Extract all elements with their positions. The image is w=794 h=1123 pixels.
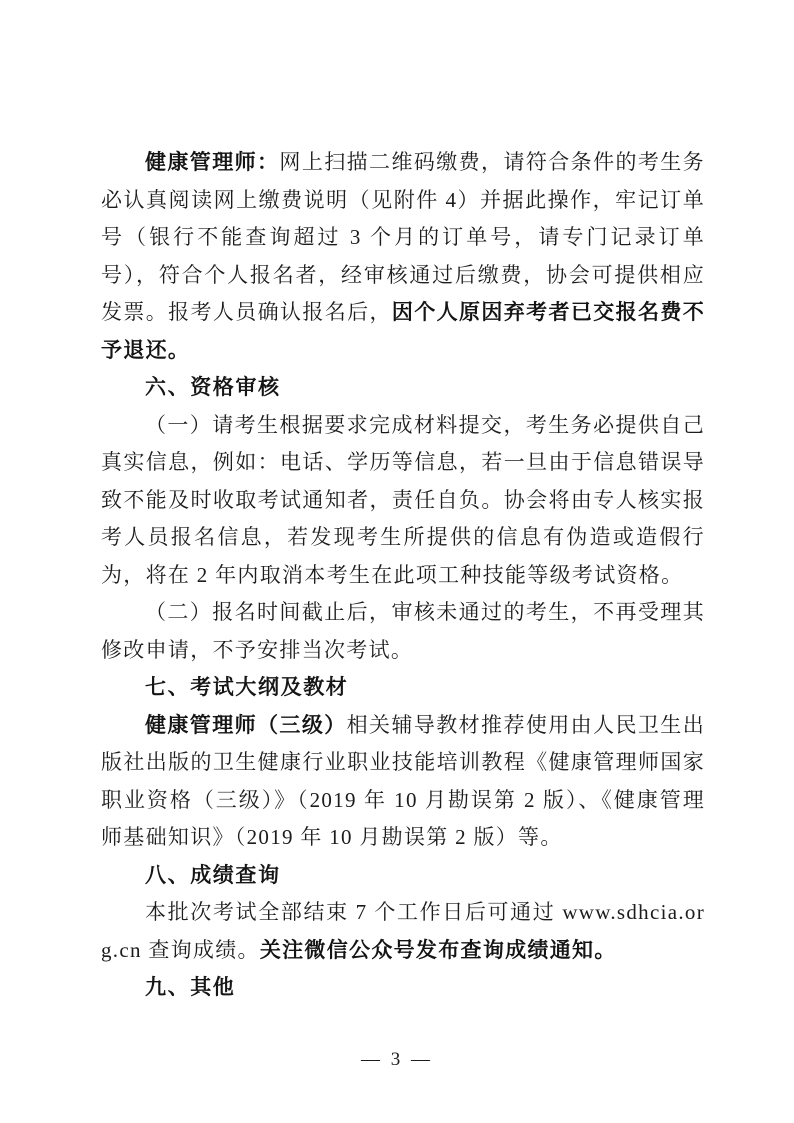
paragraph-review-item-2: （二）报名时间截止后，审核未通过的考生，不再受理其修改申请，不予安排当次考试。 [101,600,705,662]
paragraph-textbooks-lead-bold: 健康管理师（三级） [145,713,347,737]
paragraph-score-emphasis-bold: 关注微信公众号发布查询成绩通知。 [259,938,617,962]
section-heading-other: 九、其他 [145,976,236,999]
paragraph-payment-text: 网上扫描二维码缴费，请符合条件的考生务必认真阅读网上缴费说明（见附件 4）并据此操作，牢记订单号（银行不能查询超过 3 个月的订单号，请专门记录订单号），符合个人报名者，经审核通过后缴费，协会可提供相应发票。报考人员确认报名后， [101,150,705,324]
paragraph-payment-notice [101,144,705,369]
section-heading-score-inquiry: 八、成绩查询 [145,863,281,887]
paragraph-score-inquiry [101,894,705,969]
section-heading-qualification-review: 六、资格审核 [145,376,281,399]
document-body [101,144,705,1007]
page-number: — 3 — [361,1049,433,1070]
paragraph-payment-lead-bold: 健康管理师： [145,151,280,174]
paragraph-textbooks [101,707,705,857]
paragraph-payment-emphasis-bold: 因个人原因弃考者已交报名费不予退还。 [101,301,706,362]
section-heading-syllabus-textbooks: 七、考试大纲及教材 [145,676,349,699]
paragraph-review-item-1: （一）请考生根据要求完成材料提交，考生务必提供自己真实信息，例如：电话、学历等信息，若一旦由于信息错误导致不能及时收取考试通知者，责任自负。协会将由专人核实报考人员报名信息，若发现考生所提供的信息有伪造或造假行为，将在 2 年内取消本考生在此项工种技能等级考试资格。 [101,412,705,587]
paragraph-score-text: 本批次考试全部结束 7 个工作日后可通过 www.sdhcia.org.cn 查询成绩。 [101,900,705,962]
page-footer [0,1046,794,1074]
paragraph-textbooks-text: 相关辅导教材推荐使用由人民卫生出版社出版的卫生健康行业职业技能培训教程《健康管理师国家职业资格（三级）》（2019 年 10 月勘误第 2 版）、《健康管理师基础知识》（2019 年 10 月勘误第 2 版）等。 [101,712,705,849]
